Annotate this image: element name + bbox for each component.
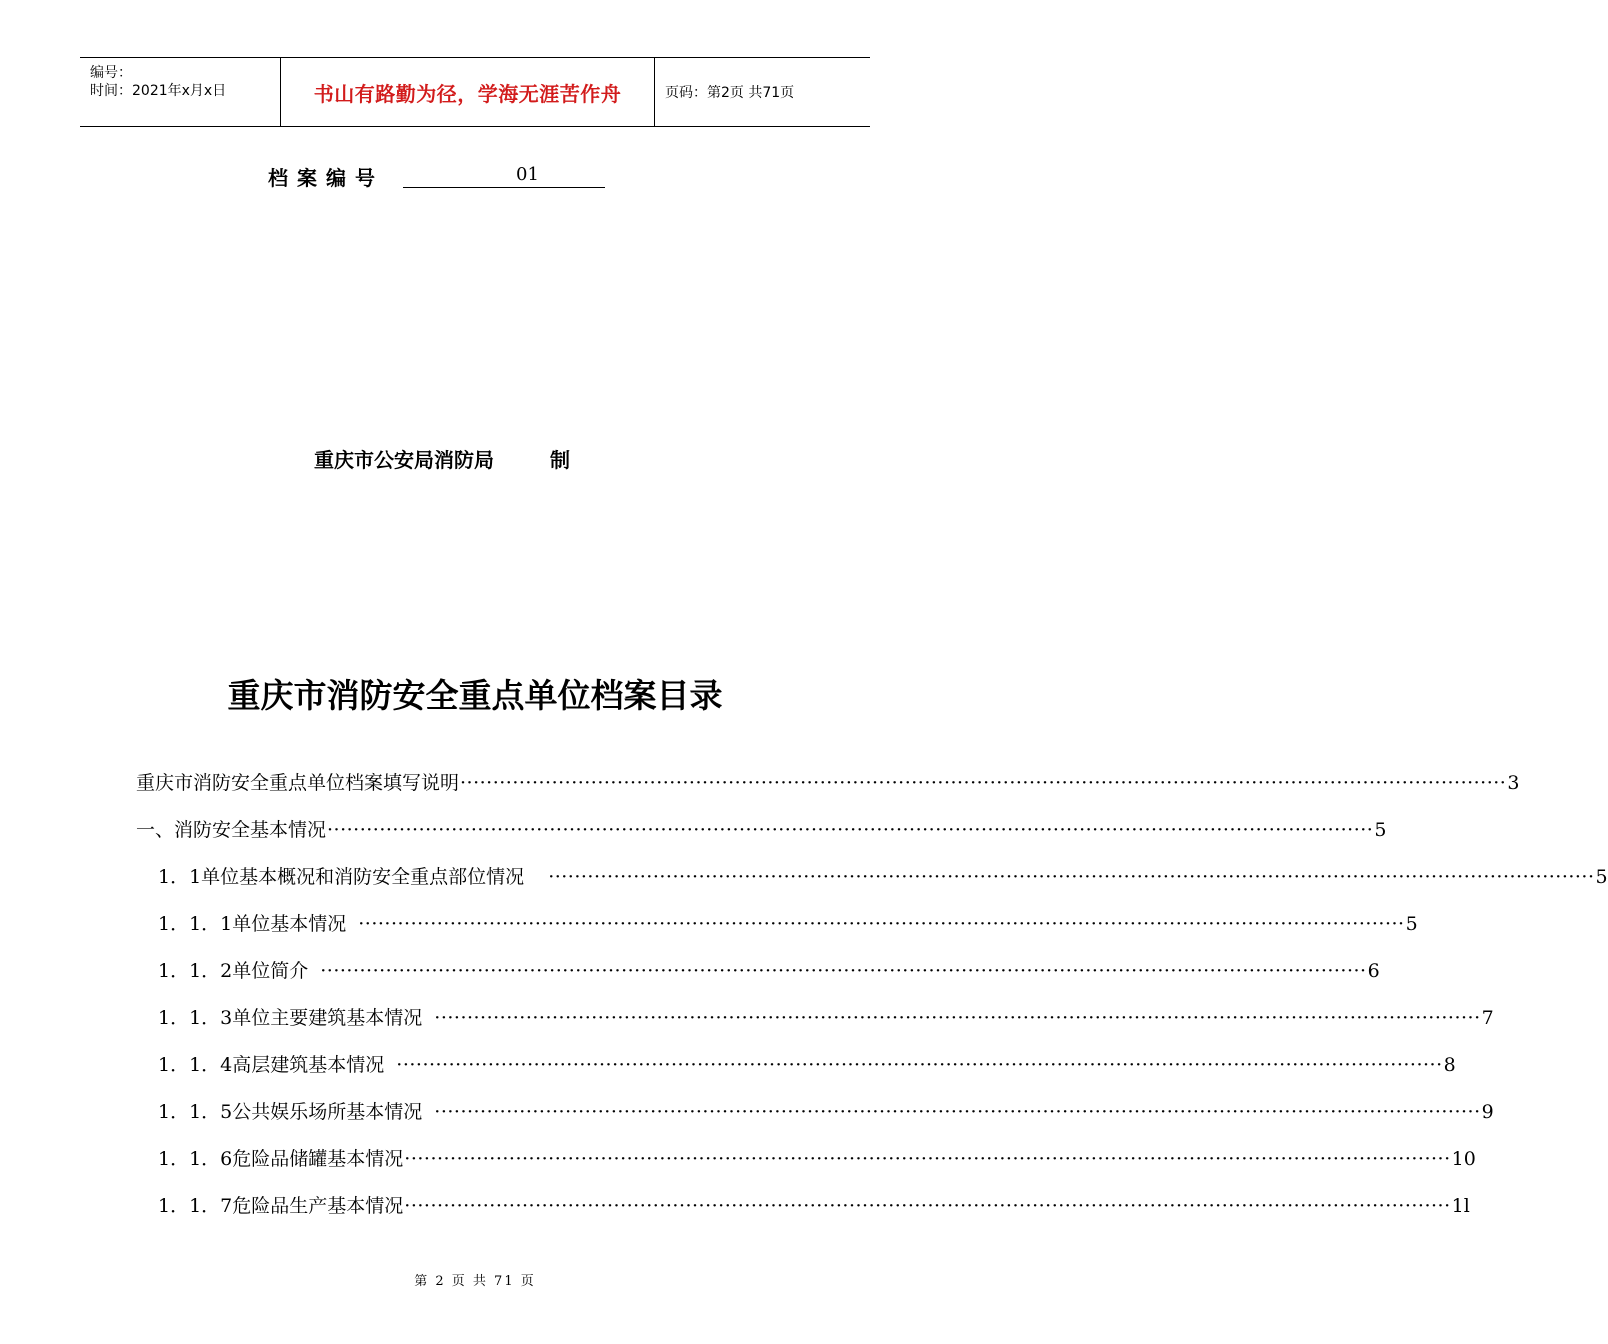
toc-entry-page: 10	[1451, 1148, 1476, 1170]
toc-entry-text: 1．1．5公共娱乐场所基本情况	[158, 1101, 423, 1123]
toc-leader-dots: ································································································································································	[320, 960, 1367, 982]
toc-entry[interactable]	[158, 1144, 1476, 1174]
toc-entry-text: 1．1．6危险品储罐基本情况	[158, 1148, 404, 1170]
document-title: 重庆市消防安全重点单位档案目录	[227, 676, 723, 715]
toc-entry[interactable]	[158, 1191, 1470, 1221]
toc-leader-dots: ································································································································································	[327, 819, 1374, 841]
toc-entry-text: 1．1．1单位基本情况	[158, 913, 347, 935]
toc-entry-page: 8	[1443, 1054, 1456, 1076]
toc-entry-text: 重庆市消防安全重点单位档案填写说明	[136, 772, 460, 794]
header-page-cell	[655, 58, 870, 126]
toc-entry[interactable]	[158, 909, 1418, 939]
archive-number-field	[403, 163, 605, 188]
page-footer: 第 2 页 共 71 页	[414, 1274, 536, 1289]
toc-entry-text: 1．1．2单位简介	[158, 960, 309, 982]
issuer-suffix: 制	[550, 448, 570, 472]
toc-entry-text: 1．1．3单位主要建筑基本情况	[158, 1007, 423, 1029]
header-meta-cell	[80, 58, 281, 126]
toc-leader-dots: ································································································································································	[404, 1195, 1451, 1217]
toc-leader-dots: ································································································································································	[358, 913, 1405, 935]
toc-entry-page: 5	[1374, 819, 1387, 841]
toc-entry[interactable]	[158, 956, 1380, 986]
toc-entry[interactable]	[136, 815, 1387, 845]
toc-entry-page: 3	[1507, 772, 1520, 794]
toc-entry-text: 1．1单位基本概况和消防安全重点部位情况	[158, 866, 525, 888]
toc-entry-page: 9	[1481, 1101, 1494, 1123]
toc-entry-text: 1．1．7危险品生产基本情况	[158, 1195, 404, 1217]
toc-entry-page: 7	[1481, 1007, 1494, 1029]
archive-number-value: 01	[516, 164, 539, 185]
toc-leader-dots: ································································································································································	[460, 772, 1507, 794]
archive-number-label: 档案编号	[268, 166, 384, 190]
header-motto: 书山有路勤为径，学海无涯苦作舟	[313, 81, 622, 106]
toc-entry-page: 5	[1595, 866, 1608, 888]
toc-entry[interactable]	[158, 862, 1608, 892]
toc-entry[interactable]	[136, 768, 1520, 798]
toc-entry[interactable]	[158, 1003, 1494, 1033]
toc-leader-dots: ································································································································································	[434, 1007, 1481, 1029]
toc-entry[interactable]	[158, 1050, 1456, 1080]
toc-entry[interactable]	[158, 1097, 1494, 1127]
header-page-code: 页码：第2页 共71页	[665, 85, 795, 101]
toc-entry-page: 6	[1367, 960, 1380, 982]
issuer-organization: 重庆市公安局消防局	[314, 448, 494, 472]
toc-leader-dots: ································································································································································	[404, 1148, 1451, 1170]
document-number-label: 编号：	[90, 65, 132, 81]
page-header	[80, 57, 870, 127]
toc-leader-dots: ································································································································································	[434, 1101, 1481, 1123]
toc-entry-text: 1．1．4高层建筑基本情况	[158, 1054, 385, 1076]
toc-leader-dots: ································································································································································	[548, 866, 1595, 888]
toc-entry-text: 一、消防安全基本情况	[136, 819, 327, 841]
toc-entry-page: 5	[1405, 913, 1418, 935]
document-time-label: 时间：2021年x月x日	[90, 83, 227, 99]
toc-leader-dots: ································································································································································	[396, 1054, 1443, 1076]
header-motto-cell	[281, 58, 655, 126]
toc-entry-page: 1l	[1451, 1195, 1470, 1217]
